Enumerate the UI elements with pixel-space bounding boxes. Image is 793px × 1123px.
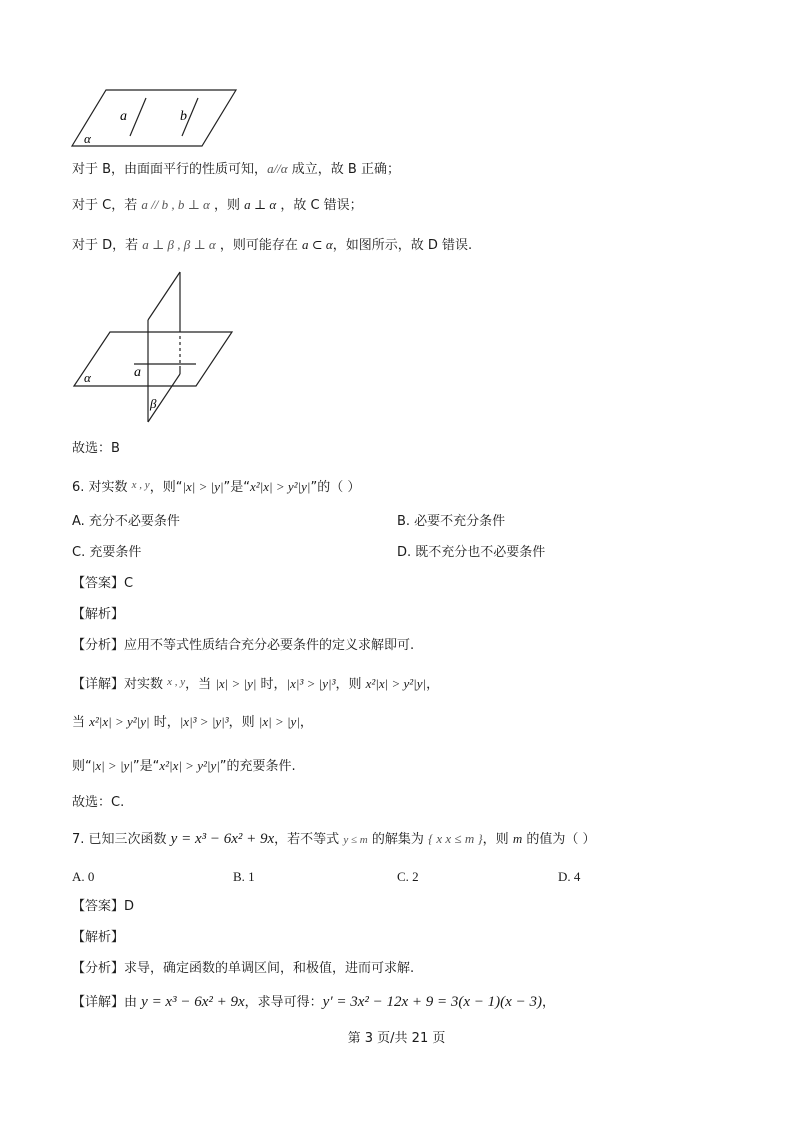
text: 则“	[72, 759, 92, 774]
q6-detail-1	[72, 673, 439, 694]
q6-detail-3	[72, 757, 296, 776]
text: 6. 对实数	[72, 480, 132, 495]
label-a: a	[134, 365, 141, 380]
text: 当	[72, 715, 90, 730]
text: ，若不等式	[274, 832, 344, 847]
text: 成立，故 B 正确；	[287, 162, 400, 177]
math: x , y	[167, 676, 186, 688]
math: x²|x| > y²|y|	[365, 676, 427, 691]
text: ”是“	[132, 759, 160, 774]
math: a // b , b ⊥ α	[141, 197, 210, 212]
math: y = x³ − 6x² + 9x	[141, 994, 245, 1010]
label-b: b	[180, 109, 187, 124]
label-alpha: α	[84, 370, 91, 385]
text: C	[124, 576, 134, 591]
label-a: a	[120, 109, 127, 124]
q6-fenxi	[72, 637, 414, 655]
text: 时，	[256, 677, 287, 692]
text: 对于 C，若	[72, 198, 142, 213]
tag: 【详解】	[72, 995, 125, 1010]
text: 的值为（ ）	[522, 832, 596, 847]
math: |x| > |y|	[215, 676, 257, 691]
math: x²|x| > y²|y|	[250, 479, 311, 494]
line-a	[130, 98, 146, 136]
text: 故选：C.	[72, 795, 125, 810]
text: ，则可能存在	[215, 238, 303, 253]
text: ，如图所示，故 D 错误.	[332, 238, 473, 253]
tag: 【答案】	[72, 899, 125, 914]
text: 对于 B，由面面平行的性质可知，	[72, 162, 268, 177]
answer-5	[72, 440, 120, 458]
plane-alpha	[72, 90, 236, 146]
q6-option-c: C. 充要条件	[72, 545, 142, 560]
q6-option-a: A. 充分不必要条件	[72, 514, 180, 529]
tag: 【答案】	[72, 576, 125, 591]
option-b-analysis	[72, 160, 400, 179]
text: 的解集为	[367, 832, 428, 847]
q6-jiexi	[72, 606, 124, 624]
q6-answer	[72, 575, 133, 593]
text: ，故 C 错误；	[276, 198, 363, 213]
math: { x x ≤ m }	[427, 831, 483, 846]
math: |x|³ > |y|³	[179, 714, 229, 729]
tag: 【分析】	[72, 961, 125, 976]
math: y = x³ − 6x² + 9x	[170, 831, 275, 847]
text: ，	[541, 995, 555, 1010]
math: m	[512, 831, 523, 846]
math: a ⊂ α	[302, 237, 333, 252]
math: y′ = 3x² − 12x + 9 = 3(x − 1)(x − 3)	[322, 994, 542, 1010]
figure-parallel-lines	[70, 88, 240, 150]
q7-answer	[72, 898, 134, 916]
text: 对于 D，若	[72, 238, 143, 253]
text: ”是“	[223, 480, 251, 495]
q7-detail-1	[72, 993, 555, 1012]
math: a//α	[267, 161, 288, 176]
label-alpha: α	[84, 131, 91, 146]
math: y ≤ m	[343, 834, 368, 846]
option-c-analysis	[72, 196, 363, 215]
q6-option-b: B. 必要不充分条件	[397, 514, 506, 529]
math: x²|x| > y²|y|	[159, 758, 220, 773]
question-7	[72, 830, 595, 849]
q7-option-d: D. 4	[558, 869, 581, 884]
figure-perpendicular-planes	[70, 270, 240, 430]
text: D	[124, 899, 135, 914]
tag: 【解析】	[72, 607, 125, 622]
math: a ⊥ β , β ⊥ α	[142, 237, 216, 252]
q6-detail-2	[72, 713, 313, 732]
text: 时，	[149, 715, 180, 730]
question-6	[72, 476, 360, 497]
plane-alpha	[74, 332, 232, 386]
text: ，则“	[149, 480, 183, 495]
math: |x|³ > |y|³	[286, 676, 336, 691]
text: 求导，确定函数的单调区间，和极值，进而可求解.	[124, 961, 415, 976]
q7-fenxi	[72, 960, 414, 978]
math: x²|x| > y²|y|	[89, 714, 150, 729]
text: ，求导可得：	[244, 995, 323, 1010]
q7-option-b: B. 1	[233, 869, 255, 884]
text: ”的充要条件.	[219, 759, 296, 774]
text: 对实数	[124, 677, 168, 692]
page-footer: 第 3 页/共 21 页	[347, 1031, 446, 1046]
q6-choose	[72, 794, 124, 812]
label-beta: β	[150, 396, 157, 411]
text: ，则	[209, 198, 245, 213]
text: 由	[124, 995, 142, 1010]
text: 7. 已知三次函数	[72, 832, 171, 847]
tag: 【详解】	[72, 677, 125, 692]
math: a ⊥ α	[244, 197, 277, 212]
math: x , y	[131, 479, 150, 491]
math: |x| > |y|	[91, 758, 133, 773]
text: ，	[299, 715, 313, 730]
q7-option-a: A. 0	[72, 869, 95, 884]
q6-option-d: D. 既不充分也不必要条件	[397, 545, 546, 560]
text: 故选：B	[72, 441, 120, 456]
option-d-analysis	[72, 236, 472, 255]
tag: 【分析】	[72, 638, 125, 653]
text: ，	[426, 677, 440, 692]
text: ，当	[185, 677, 216, 692]
math: |x| > |y|	[182, 479, 224, 494]
tag: 【解析】	[72, 930, 125, 945]
text: ”的（ ）	[310, 480, 361, 495]
text: ，则	[228, 715, 259, 730]
text: 应用不等式性质结合充分必要条件的定义求解即可.	[124, 638, 415, 653]
text: ，则	[335, 677, 366, 692]
text: ，则	[482, 832, 513, 847]
q7-jiexi	[72, 929, 124, 947]
math: |x| > |y|	[258, 714, 300, 729]
q7-option-c: C. 2	[397, 869, 419, 884]
